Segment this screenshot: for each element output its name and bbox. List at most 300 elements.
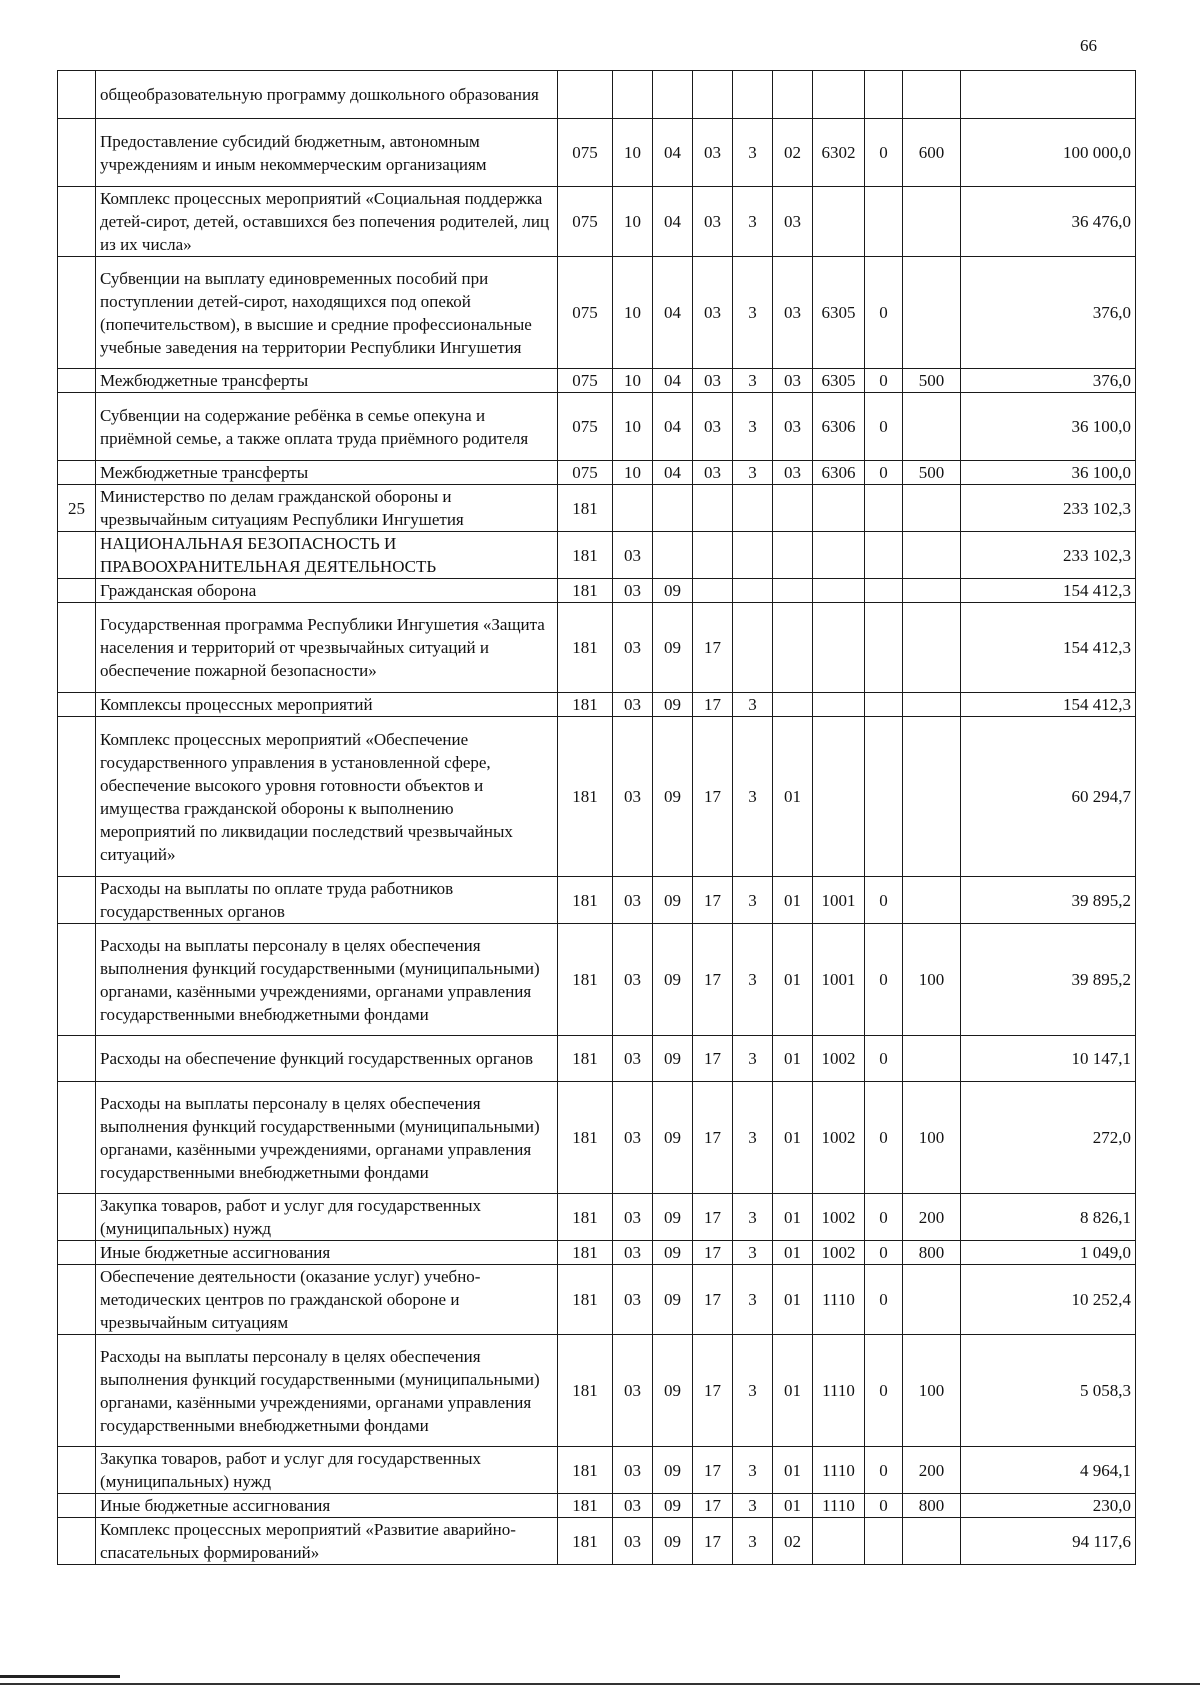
code-direction: 1002	[813, 1241, 865, 1265]
code-ministry: 075	[558, 187, 613, 257]
code-subsection: 09	[653, 1036, 693, 1082]
code-program: 17	[693, 924, 733, 1036]
code-section: 03	[613, 603, 653, 693]
code-direction: 1110	[813, 1494, 865, 1518]
code-program: 03	[693, 119, 733, 187]
row-index: 25	[58, 485, 96, 532]
table-row	[58, 1036, 1136, 1082]
row-description: НАЦИОНАЛЬНАЯ БЕЗОПАСНОСТЬ И ПРАВООХРАНИТЕЛЬНАЯ ДЕЯТЕЛЬНОСТЬ	[96, 532, 558, 579]
table-row	[58, 532, 1136, 579]
code-section: 03	[613, 1082, 653, 1194]
code-direction: 1001	[813, 877, 865, 924]
code-program	[693, 579, 733, 603]
code-sub: 0	[865, 1447, 903, 1494]
code-element: 02	[773, 119, 813, 187]
code-expense-type	[903, 532, 961, 579]
code-ministry: 181	[558, 1265, 613, 1335]
code-section: 03	[613, 1194, 653, 1241]
code-ministry: 075	[558, 393, 613, 461]
code-program-type	[733, 71, 773, 119]
code-direction	[813, 1518, 865, 1565]
code-section: 03	[613, 1518, 653, 1565]
row-amount: 10 147,1	[961, 1036, 1136, 1082]
code-expense-type: 100	[903, 924, 961, 1036]
row-amount: 154 412,3	[961, 693, 1136, 717]
code-expense-type: 500	[903, 369, 961, 393]
code-section: 03	[613, 693, 653, 717]
code-subsection	[653, 71, 693, 119]
row-index	[58, 1036, 96, 1082]
row-amount	[961, 71, 1136, 119]
code-section: 03	[613, 1447, 653, 1494]
code-direction: 1110	[813, 1447, 865, 1494]
code-expense-type	[903, 485, 961, 532]
code-section: 03	[613, 532, 653, 579]
code-ministry: 181	[558, 579, 613, 603]
code-subsection: 09	[653, 717, 693, 877]
table-row	[58, 1082, 1136, 1194]
code-sub: 0	[865, 1494, 903, 1518]
table-row	[58, 603, 1136, 693]
code-sub	[865, 603, 903, 693]
code-expense-type: 800	[903, 1494, 961, 1518]
code-sub: 0	[865, 1241, 903, 1265]
code-direction: 6305	[813, 257, 865, 369]
code-element: 01	[773, 1494, 813, 1518]
budget-table	[57, 70, 1136, 1565]
code-expense-type	[903, 717, 961, 877]
row-index	[58, 693, 96, 717]
code-expense-type: 100	[903, 1082, 961, 1194]
code-ministry: 181	[558, 1036, 613, 1082]
code-sub: 0	[865, 1335, 903, 1447]
table-row	[58, 877, 1136, 924]
row-index	[58, 257, 96, 369]
code-program-type: 3	[733, 1335, 773, 1447]
code-element: 03	[773, 257, 813, 369]
code-element: 01	[773, 1447, 813, 1494]
code-direction	[813, 717, 865, 877]
row-amount: 60 294,7	[961, 717, 1136, 877]
table-row	[58, 1265, 1136, 1335]
code-element: 03	[773, 369, 813, 393]
code-ministry: 181	[558, 1241, 613, 1265]
code-sub: 0	[865, 1194, 903, 1241]
code-sub: 0	[865, 1265, 903, 1335]
code-direction	[813, 693, 865, 717]
code-expense-type	[903, 877, 961, 924]
table-row	[58, 257, 1136, 369]
code-subsection: 04	[653, 461, 693, 485]
code-ministry: 181	[558, 1335, 613, 1447]
code-sub: 0	[865, 461, 903, 485]
code-program	[693, 485, 733, 532]
code-program: 17	[693, 603, 733, 693]
code-program-type	[733, 532, 773, 579]
code-subsection: 04	[653, 187, 693, 257]
row-amount: 5 058,3	[961, 1335, 1136, 1447]
code-program-type: 3	[733, 187, 773, 257]
code-program: 03	[693, 393, 733, 461]
code-program: 03	[693, 461, 733, 485]
code-direction	[813, 603, 865, 693]
table-body	[58, 71, 1136, 1565]
row-index	[58, 1447, 96, 1494]
code-expense-type: 200	[903, 1447, 961, 1494]
code-program: 17	[693, 1518, 733, 1565]
code-element: 03	[773, 187, 813, 257]
code-subsection: 04	[653, 393, 693, 461]
row-index	[58, 603, 96, 693]
row-amount: 4 964,1	[961, 1447, 1136, 1494]
code-program-type: 3	[733, 369, 773, 393]
row-amount: 39 895,2	[961, 924, 1136, 1036]
code-program-type	[733, 603, 773, 693]
code-element: 01	[773, 717, 813, 877]
code-expense-type: 500	[903, 461, 961, 485]
code-expense-type	[903, 579, 961, 603]
code-section: 10	[613, 461, 653, 485]
row-description: Расходы на выплаты персоналу в целях обеспечения выполнения функций государственными (муниципальными) органами, казёнными учреждениями, органами управления государственными внебюджетными фондами	[96, 1335, 558, 1447]
table-row	[58, 693, 1136, 717]
code-direction: 1002	[813, 1036, 865, 1082]
code-sub: 0	[865, 119, 903, 187]
code-subsection: 09	[653, 1082, 693, 1194]
code-ministry: 181	[558, 1494, 613, 1518]
code-direction: 6306	[813, 393, 865, 461]
code-subsection: 09	[653, 603, 693, 693]
code-expense-type: 100	[903, 1335, 961, 1447]
row-amount: 8 826,1	[961, 1194, 1136, 1241]
code-expense-type: 800	[903, 1241, 961, 1265]
code-sub	[865, 717, 903, 877]
code-element	[773, 603, 813, 693]
code-program: 17	[693, 1241, 733, 1265]
row-index	[58, 1494, 96, 1518]
code-section: 10	[613, 393, 653, 461]
code-program: 03	[693, 187, 733, 257]
code-section: 03	[613, 1265, 653, 1335]
code-program	[693, 71, 733, 119]
row-amount: 94 117,6	[961, 1518, 1136, 1565]
code-section: 03	[613, 877, 653, 924]
row-index	[58, 1194, 96, 1241]
row-description: Гражданская оборона	[96, 579, 558, 603]
code-direction: 1002	[813, 1082, 865, 1194]
code-expense-type	[903, 1518, 961, 1565]
code-element	[773, 579, 813, 603]
code-section: 03	[613, 924, 653, 1036]
code-program-type: 3	[733, 1241, 773, 1265]
code-direction: 1110	[813, 1265, 865, 1335]
code-direction: 6302	[813, 119, 865, 187]
code-section: 03	[613, 1036, 653, 1082]
code-subsection: 09	[653, 1335, 693, 1447]
code-program: 03	[693, 257, 733, 369]
row-description: Закупка товаров, работ и услуг для государственных (муниципальных) нужд	[96, 1194, 558, 1241]
code-program	[693, 532, 733, 579]
row-description: Межбюджетные трансферты	[96, 461, 558, 485]
code-subsection	[653, 485, 693, 532]
code-sub	[865, 532, 903, 579]
code-program: 03	[693, 369, 733, 393]
row-index	[58, 924, 96, 1036]
code-program-type: 3	[733, 693, 773, 717]
code-element: 01	[773, 1082, 813, 1194]
code-section	[613, 485, 653, 532]
table-row	[58, 1494, 1136, 1518]
code-ministry: 181	[558, 485, 613, 532]
code-ministry: 181	[558, 603, 613, 693]
code-ministry: 181	[558, 877, 613, 924]
code-ministry: 181	[558, 532, 613, 579]
row-amount: 100 000,0	[961, 119, 1136, 187]
table-row	[58, 485, 1136, 532]
scan-bottom-edge	[0, 1683, 1200, 1685]
code-expense-type: 600	[903, 119, 961, 187]
code-program-type: 3	[733, 877, 773, 924]
row-index	[58, 1265, 96, 1335]
code-sub: 0	[865, 393, 903, 461]
code-ministry: 181	[558, 717, 613, 877]
row-description: Закупка товаров, работ и услуг для государственных (муниципальных) нужд	[96, 1447, 558, 1494]
code-section	[613, 71, 653, 119]
table-row	[58, 1335, 1136, 1447]
code-program: 17	[693, 877, 733, 924]
code-section: 03	[613, 1241, 653, 1265]
code-section: 10	[613, 187, 653, 257]
code-sub	[865, 693, 903, 717]
code-direction: 6305	[813, 369, 865, 393]
code-direction	[813, 579, 865, 603]
code-expense-type	[903, 257, 961, 369]
code-ministry: 075	[558, 119, 613, 187]
page-number: 66	[1080, 36, 1097, 55]
code-section: 10	[613, 369, 653, 393]
row-index	[58, 1335, 96, 1447]
code-sub: 0	[865, 1082, 903, 1194]
code-sub: 0	[865, 877, 903, 924]
table-row	[58, 1241, 1136, 1265]
code-element	[773, 532, 813, 579]
code-sub	[865, 485, 903, 532]
code-sub: 0	[865, 369, 903, 393]
code-direction: 1110	[813, 1335, 865, 1447]
code-ministry: 181	[558, 1082, 613, 1194]
code-program-type: 3	[733, 1518, 773, 1565]
code-program-type: 3	[733, 1194, 773, 1241]
table-row	[58, 924, 1136, 1036]
row-index	[58, 579, 96, 603]
row-description: Комплекс процессных мероприятий «Социальная поддержка детей-сирот, детей, оставшихся без попечения родителей, лиц из их числа»	[96, 187, 558, 257]
table-row	[58, 717, 1136, 877]
row-amount: 36 476,0	[961, 187, 1136, 257]
code-subsection: 09	[653, 579, 693, 603]
code-element	[773, 485, 813, 532]
row-description: Государственная программа Республики Ингушетия «Защита населения и территорий от чрезвычайных ситуаций и обеспечение пожарной безопасности»	[96, 603, 558, 693]
row-description: Обеспечение деятельности (оказание услуг) учебно-методических центров по гражданской обороне и чрезвычайным ситуациям	[96, 1265, 558, 1335]
row-description: Расходы на обеспечение функций государственных органов	[96, 1036, 558, 1082]
code-subsection: 09	[653, 1241, 693, 1265]
table-row	[58, 579, 1136, 603]
row-index	[58, 1518, 96, 1565]
code-sub: 0	[865, 1036, 903, 1082]
code-program-type: 3	[733, 119, 773, 187]
code-section: 03	[613, 1494, 653, 1518]
code-ministry: 181	[558, 924, 613, 1036]
row-description: Комплекс процессных мероприятий «Обеспечение государственного управления в установленной сфере, обеспечение высокого уровня готовности объектов и имущества гражданской обороны к выполнению мероприятий по ликвидации последствий чрезвычайных ситуаций»	[96, 717, 558, 877]
code-expense-type	[903, 187, 961, 257]
code-section: 03	[613, 579, 653, 603]
row-amount: 376,0	[961, 257, 1136, 369]
code-subsection: 09	[653, 1194, 693, 1241]
code-program: 17	[693, 1082, 733, 1194]
code-subsection: 09	[653, 877, 693, 924]
code-section: 10	[613, 257, 653, 369]
row-index	[58, 71, 96, 119]
code-element: 03	[773, 461, 813, 485]
code-direction: 1002	[813, 1194, 865, 1241]
row-description: Комплексы процессных мероприятий	[96, 693, 558, 717]
code-element: 01	[773, 924, 813, 1036]
code-program: 17	[693, 1194, 733, 1241]
code-subsection: 09	[653, 693, 693, 717]
code-program-type: 3	[733, 1494, 773, 1518]
row-amount: 154 412,3	[961, 603, 1136, 693]
row-amount: 376,0	[961, 369, 1136, 393]
row-index	[58, 1241, 96, 1265]
table-row	[58, 393, 1136, 461]
code-ministry: 075	[558, 461, 613, 485]
code-program-type: 3	[733, 1447, 773, 1494]
row-description: Министерство по делам гражданской обороны и чрезвычайным ситуациям Республики Ингушетия	[96, 485, 558, 532]
code-direction	[813, 187, 865, 257]
row-description: Расходы на выплаты по оплате труда работников государственных органов	[96, 877, 558, 924]
code-direction	[813, 532, 865, 579]
code-sub	[865, 71, 903, 119]
code-ministry: 181	[558, 1518, 613, 1565]
code-subsection: 04	[653, 257, 693, 369]
row-index	[58, 461, 96, 485]
code-expense-type	[903, 71, 961, 119]
code-ministry: 181	[558, 693, 613, 717]
code-expense-type	[903, 1036, 961, 1082]
code-program-type: 3	[733, 393, 773, 461]
code-subsection: 04	[653, 119, 693, 187]
code-element: 03	[773, 393, 813, 461]
scan-edge-mark	[0, 1675, 120, 1678]
row-amount: 233 102,3	[961, 485, 1136, 532]
row-amount: 39 895,2	[961, 877, 1136, 924]
code-ministry: 181	[558, 1194, 613, 1241]
code-direction	[813, 71, 865, 119]
table-row	[58, 187, 1136, 257]
code-program: 17	[693, 717, 733, 877]
code-direction: 6306	[813, 461, 865, 485]
row-index	[58, 1082, 96, 1194]
code-subsection: 09	[653, 1265, 693, 1335]
row-amount: 36 100,0	[961, 461, 1136, 485]
code-direction	[813, 485, 865, 532]
code-subsection: 09	[653, 1494, 693, 1518]
code-program: 17	[693, 1036, 733, 1082]
code-sub	[865, 579, 903, 603]
row-amount: 1 049,0	[961, 1241, 1136, 1265]
code-expense-type	[903, 603, 961, 693]
row-amount: 154 412,3	[961, 579, 1136, 603]
row-description: общеобразовательную программу дошкольного образования	[96, 71, 558, 119]
code-program-type	[733, 485, 773, 532]
table-row	[58, 461, 1136, 485]
code-ministry: 075	[558, 369, 613, 393]
row-index	[58, 877, 96, 924]
code-program-type	[733, 579, 773, 603]
row-description: Иные бюджетные ассигнования	[96, 1494, 558, 1518]
code-element	[773, 693, 813, 717]
code-subsection: 09	[653, 1518, 693, 1565]
row-description: Расходы на выплаты персоналу в целях обеспечения выполнения функций государственными (муниципальными) органами, казёнными учреждениями, органами управления государственными внебюджетными фондами	[96, 924, 558, 1036]
code-element: 02	[773, 1518, 813, 1565]
code-subsection: 09	[653, 1447, 693, 1494]
code-program: 17	[693, 1494, 733, 1518]
row-index	[58, 187, 96, 257]
row-index	[58, 369, 96, 393]
code-program-type: 3	[733, 717, 773, 877]
code-sub: 0	[865, 257, 903, 369]
code-section: 03	[613, 717, 653, 877]
code-ministry	[558, 71, 613, 119]
code-direction: 1001	[813, 924, 865, 1036]
code-sub: 0	[865, 924, 903, 1036]
table-row	[58, 1518, 1136, 1565]
code-program-type: 3	[733, 1036, 773, 1082]
row-description: Предоставление субсидий бюджетным, автономным учреждениям и иным некоммерческим организациям	[96, 119, 558, 187]
code-program: 17	[693, 1265, 733, 1335]
code-program-type: 3	[733, 1265, 773, 1335]
code-sub	[865, 187, 903, 257]
row-description: Субвенции на содержание ребёнка в семье опекуна и приёмной семье, а также оплата труда приёмного родителя	[96, 393, 558, 461]
code-program-type: 3	[733, 924, 773, 1036]
table-row	[58, 119, 1136, 187]
table-row	[58, 369, 1136, 393]
row-index	[58, 532, 96, 579]
code-subsection: 09	[653, 924, 693, 1036]
row-description: Расходы на выплаты персоналу в целях обеспечения выполнения функций государственными (муниципальными) органами, казёнными учреждениями, органами управления государственными внебюджетными фондами	[96, 1082, 558, 1194]
code-program-type: 3	[733, 1082, 773, 1194]
code-sub	[865, 1518, 903, 1565]
code-program-type: 3	[733, 461, 773, 485]
code-element: 01	[773, 1036, 813, 1082]
code-element: 01	[773, 1194, 813, 1241]
table-row	[58, 71, 1136, 119]
row-index	[58, 119, 96, 187]
row-amount: 272,0	[961, 1082, 1136, 1194]
code-section: 10	[613, 119, 653, 187]
row-amount: 10 252,4	[961, 1265, 1136, 1335]
table-row	[58, 1447, 1136, 1494]
code-program: 17	[693, 1335, 733, 1447]
code-program-type: 3	[733, 257, 773, 369]
code-expense-type	[903, 393, 961, 461]
row-index	[58, 717, 96, 877]
code-section: 03	[613, 1335, 653, 1447]
code-ministry: 181	[558, 1447, 613, 1494]
row-description: Иные бюджетные ассигнования	[96, 1241, 558, 1265]
code-element: 01	[773, 1241, 813, 1265]
code-expense-type	[903, 693, 961, 717]
row-description: Субвенции на выплату единовременных пособий при поступлении детей-сирот, находящихся под опекой (попечительством), в высшие и средние профессиональные учебные заведения на территории Республики Ингушетия	[96, 257, 558, 369]
table-row	[58, 1194, 1136, 1241]
